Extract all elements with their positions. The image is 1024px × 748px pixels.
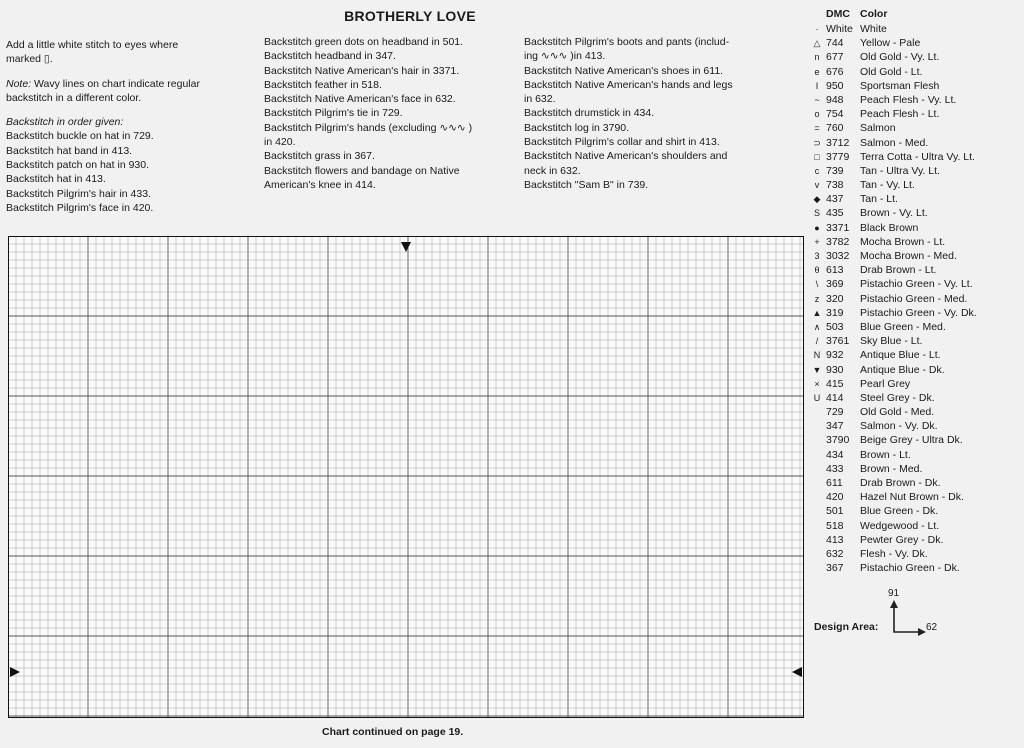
legend-symbol: I xyxy=(815,80,819,91)
legend-color-name: Pistachio Green - Dk. xyxy=(860,562,960,575)
legend-dmc-number: 739 xyxy=(826,164,844,177)
chart-grid xyxy=(8,236,804,718)
design-area xyxy=(814,588,1014,648)
instruction-item: in 632. xyxy=(524,93,556,106)
legend-symbol: θ xyxy=(814,265,820,276)
instruction-item: Backstitch Pilgrim's face in 420. xyxy=(6,201,154,214)
legend-dmc-number: 369 xyxy=(826,278,844,291)
legend-color-name: White xyxy=(860,23,887,35)
legend-symbol: ● xyxy=(814,222,820,233)
legend-symbol: + xyxy=(814,236,820,247)
legend-color-name: Steel Grey - Dk. xyxy=(860,391,935,404)
legend-color-name: Brown - Med. xyxy=(860,462,923,475)
legend-symbol: o xyxy=(814,109,820,120)
legend-symbol: v xyxy=(814,180,820,191)
note-line: backstitch in a different color. xyxy=(6,91,142,104)
legend-row xyxy=(808,348,1024,362)
note-label: Note: xyxy=(6,77,32,90)
legend-symbol: ⊃ xyxy=(813,137,821,148)
legend-dmc-number: 503 xyxy=(826,320,844,333)
instruction-item: Backstitch Pilgrim's boots and pants (includ- xyxy=(524,36,730,48)
legend-dmc-number: 738 xyxy=(826,179,844,192)
legend-row xyxy=(808,391,1024,405)
legend-row xyxy=(808,462,1024,476)
legend-row xyxy=(808,36,1024,50)
legend-symbol: е xyxy=(814,66,820,77)
instruction-item: neck in 632. xyxy=(524,164,581,177)
legend-symbol: × xyxy=(814,378,820,389)
legend-rows xyxy=(808,22,1024,575)
legend-symbol: ◆ xyxy=(813,194,821,205)
legend-color-name: Drab Brown - Dk. xyxy=(860,477,941,489)
legend-row xyxy=(808,377,1024,391)
instruction-item: American's knee in 414. xyxy=(264,178,376,191)
legend-color-name: Pearl Grey xyxy=(860,377,911,390)
legend-color-name: Antique Blue - Lt. xyxy=(860,349,941,362)
legend-color-name: Flesh - Vy. Dk. xyxy=(860,547,928,560)
legend-symbol xyxy=(808,476,826,490)
legend-dmc-number: 3779 xyxy=(826,150,850,163)
legend-color-name: Salmon - Vy. Dk. xyxy=(860,420,938,433)
legend-symbol xyxy=(808,462,826,476)
instruction-item: Backstitch log in 3790. xyxy=(524,121,630,134)
legend-dmc-number: 347 xyxy=(826,420,844,433)
legend-dmc-number: 3761 xyxy=(826,335,850,348)
legend-color-name: Brown - Vy. Lt. xyxy=(860,207,928,220)
legend-row xyxy=(808,405,1024,419)
legend-color-name: Brown - Lt. xyxy=(860,448,911,461)
legend-symbol: □ xyxy=(814,151,820,162)
legend-dmc-number: 415 xyxy=(826,377,844,390)
instruction-item: Backstitch Native American's hair in 3371. xyxy=(264,64,460,77)
color-legend xyxy=(808,8,1024,575)
legend-color-name: Pistachio Green - Vy. Lt. xyxy=(860,278,973,291)
legend-row xyxy=(808,561,1024,575)
legend-dmc-number: 3032 xyxy=(826,250,850,262)
legend-color-name: Peach Flesh - Vy. Lt. xyxy=(860,93,957,106)
legend-dmc-number: 518 xyxy=(826,519,844,532)
instructions-column-2 xyxy=(264,35,514,192)
legend-symbol: = xyxy=(814,123,820,134)
legend-color-name: Salmon xyxy=(860,122,896,135)
legend-header-dmc: DMC xyxy=(826,8,850,20)
legend-symbol: / xyxy=(815,336,819,347)
legend-symbol xyxy=(808,419,826,433)
legend-symbol: · xyxy=(815,24,819,34)
instruction-item: Backstitch flowers and bandage on Native xyxy=(264,164,460,177)
instruction-item: ing ∿∿∿ )in 413. xyxy=(524,50,606,63)
instruction-item: Backstitch feather in 518. xyxy=(264,78,382,91)
legend-color-name: Old Gold - Vy. Lt. xyxy=(860,51,940,64)
legend-dmc-number: 437 xyxy=(826,193,844,206)
legend-color-name: Tan - Ultra Vy. Lt. xyxy=(860,164,940,177)
legend-symbol xyxy=(808,533,826,547)
instruction-item: Backstitch Native American's shoes in 611. xyxy=(524,64,724,77)
legend-symbol: z xyxy=(814,293,820,304)
instruction-item: Backstitch drumstick in 434. xyxy=(524,107,655,120)
continued-note: Chart continued on page 19. xyxy=(322,726,464,738)
legend-dmc-number: White xyxy=(826,23,853,35)
legend-color-name: Drab Brown - Lt. xyxy=(860,264,937,277)
legend-row xyxy=(808,292,1024,306)
legend-symbol: ▼ xyxy=(812,364,822,375)
legend-dmc-number: 744 xyxy=(826,37,844,50)
design-area-width: 62 xyxy=(926,622,938,633)
legend-row xyxy=(808,334,1024,348)
legend-header xyxy=(808,8,1024,22)
legend-row xyxy=(808,306,1024,320)
legend-row xyxy=(808,79,1024,93)
legend-dmc-number: 420 xyxy=(826,491,844,504)
legend-symbol: ∧ xyxy=(813,321,821,332)
intro-line: Add a little white stitch to eyes where xyxy=(6,39,179,51)
legend-row xyxy=(808,65,1024,79)
instruction-item: Backstitch buckle on hat in 729. xyxy=(6,130,154,143)
legend-symbol xyxy=(808,448,826,462)
legend-row xyxy=(808,235,1024,249)
legend-symbol: S xyxy=(813,208,820,219)
legend-symbol xyxy=(808,433,826,447)
legend-color-name: Sky Blue - Lt. xyxy=(860,335,923,348)
legend-row xyxy=(808,136,1024,150)
design-area-label: Design Area: xyxy=(814,621,879,633)
legend-color-name: Blue Green - Med. xyxy=(860,320,946,333)
legend-dmc-number: 611 xyxy=(826,477,843,489)
legend-row xyxy=(808,206,1024,220)
legend-color-name: Sportsman Flesh xyxy=(860,79,940,92)
legend-row xyxy=(808,533,1024,547)
instruction-item: Backstitch Pilgrim's hands (excluding ∿∿∿ ) xyxy=(264,121,473,134)
legend-row xyxy=(808,93,1024,107)
legend-row xyxy=(808,192,1024,206)
legend-row xyxy=(808,519,1024,533)
legend-dmc-number: 3790 xyxy=(826,434,850,447)
legend-color-name: Blue Green - Dk. xyxy=(860,505,939,518)
legend-row xyxy=(808,178,1024,192)
legend-symbol xyxy=(808,504,826,518)
legend-row xyxy=(808,277,1024,291)
legend-dmc-number: 414 xyxy=(826,391,844,404)
legend-row xyxy=(808,107,1024,121)
legend-dmc-number: 3712 xyxy=(826,136,850,149)
legend-row xyxy=(808,448,1024,462)
legend-symbol xyxy=(808,405,826,419)
legend-symbol: ~ xyxy=(814,94,820,105)
legend-symbol: N xyxy=(813,350,821,361)
legend-color-name: Pewter Grey - Dk. xyxy=(860,533,944,546)
legend-dmc-number: 948 xyxy=(826,93,844,106)
page-title: BROTHERLY LOVE xyxy=(344,8,476,24)
legend-color-name: Black Brown xyxy=(860,221,919,234)
instruction-item: Backstitch green dots on headband in 501. xyxy=(264,36,464,48)
legend-symbol xyxy=(808,519,826,533)
legend-dmc-number: 729 xyxy=(826,406,844,419)
legend-symbol xyxy=(808,561,826,575)
instruction-item: Backstitch "Sam B" in 739. xyxy=(524,178,649,191)
legend-color-name: Yellow - Pale xyxy=(860,37,921,50)
legend-dmc-number: 3371 xyxy=(826,221,850,234)
instruction-item: Backstitch patch on hat in 930. xyxy=(6,159,150,172)
legend-dmc-number: 932 xyxy=(826,349,844,362)
legend-color-name: Terra Cotta - Ultra Vy. Lt. xyxy=(860,150,975,163)
design-area-arrow-icon xyxy=(814,588,1014,648)
legend-dmc-number: 613 xyxy=(826,264,844,277)
legend-dmc-number: 930 xyxy=(826,363,844,376)
legend-symbol: c xyxy=(814,165,820,176)
legend-symbol: △ xyxy=(813,38,821,49)
legend-color-name: Tan - Lt. xyxy=(860,193,898,206)
instruction-item: Backstitch Native American's face in 632. xyxy=(264,93,456,106)
instructions-column-3 xyxy=(524,35,774,192)
legend-dmc-number: 434 xyxy=(826,448,844,461)
legend-dmc-number: 754 xyxy=(826,108,844,121)
legend-row xyxy=(808,249,1024,263)
legend-color-name: Wedgewood - Lt. xyxy=(860,519,940,532)
legend-row xyxy=(808,433,1024,447)
legend-color-name: Mocha Brown - Med. xyxy=(860,250,957,262)
legend-dmc-number: 320 xyxy=(826,292,844,305)
legend-dmc-number: 433 xyxy=(826,462,844,475)
cross-stitch-chart xyxy=(8,236,804,718)
instruction-item: Backstitch Pilgrim's hair in 433. xyxy=(6,187,151,200)
legend-row xyxy=(808,504,1024,518)
legend-dmc-number: 632 xyxy=(826,547,844,560)
legend-dmc-number: 3782 xyxy=(826,235,850,248)
instruction-item: Backstitch Native American's shoulders and xyxy=(524,150,728,163)
legend-dmc-number: 501 xyxy=(826,505,844,518)
legend-symbol: U xyxy=(813,392,821,403)
legend-row xyxy=(808,363,1024,377)
instruction-item: in 420. xyxy=(264,136,296,149)
note-line xyxy=(6,77,251,91)
legend-color-name: Old Gold - Med. xyxy=(860,406,935,419)
legend-color-name: Tan - Vy. Lt. xyxy=(860,179,915,192)
legend-symbol xyxy=(808,547,826,561)
legend-row xyxy=(808,490,1024,504)
instruction-item: Backstitch headband in 347. xyxy=(264,50,396,63)
instruction-item: Backstitch hat band in 413. xyxy=(6,144,133,157)
legend-row xyxy=(808,150,1024,164)
legend-row xyxy=(808,221,1024,235)
legend-color-name: Pistachio Green - Med. xyxy=(860,292,968,305)
note-text: Wavy lines on chart indicate regular xyxy=(34,77,200,90)
instruction-item: Backstitch Native American's hands and legs xyxy=(524,78,733,91)
legend-symbol: ▲ xyxy=(812,307,822,318)
legend-dmc-number: 950 xyxy=(826,79,844,92)
design-area-height: 91 xyxy=(888,588,900,599)
legend-dmc-number: 367 xyxy=(826,562,844,575)
legend-row xyxy=(808,50,1024,64)
legend-color-name: Old Gold - Lt. xyxy=(860,65,923,78)
legend-row xyxy=(808,22,1024,36)
legend-dmc-number: 435 xyxy=(826,207,844,220)
legend-symbol xyxy=(808,490,826,504)
legend-dmc-number: 760 xyxy=(826,122,844,135)
legend-row xyxy=(808,320,1024,334)
legend-color-name: Pistachio Green - Vy. Dk. xyxy=(860,306,977,319)
legend-symbol: \ xyxy=(815,279,819,290)
legend-header-color: Color xyxy=(860,8,888,20)
legend-dmc-number: 677 xyxy=(826,51,844,64)
legend-row xyxy=(808,164,1024,178)
legend-symbol: 3 xyxy=(814,251,820,261)
legend-dmc-number: 319 xyxy=(826,306,844,319)
legend-row xyxy=(808,263,1024,277)
legend-color-name: Hazel Nut Brown - Dk. xyxy=(860,491,964,504)
legend-row xyxy=(808,419,1024,433)
legend-row xyxy=(808,121,1024,135)
instruction-item: Backstitch grass in 367. xyxy=(264,150,375,163)
legend-color-name: Antique Blue - Dk. xyxy=(860,363,945,376)
legend-dmc-number: 676 xyxy=(826,65,844,78)
legend-color-name: Beige Grey - Ultra Dk. xyxy=(860,434,963,447)
legend-row xyxy=(808,547,1024,561)
legend-color-name: Mocha Brown - Lt. xyxy=(860,235,946,248)
instruction-item: Backstitch Pilgrim's tie in 729. xyxy=(264,107,403,120)
instruction-item: Backstitch Pilgrim's collar and shirt in 413. xyxy=(524,136,720,149)
legend-color-name: Peach Flesh - Lt. xyxy=(860,108,940,121)
legend-row xyxy=(808,476,1024,490)
legend-color-name: Salmon - Med. xyxy=(860,136,929,149)
intro-line: marked ▯. xyxy=(6,53,53,66)
order-heading: Backstitch in order given: xyxy=(6,116,124,129)
legend-symbol: n xyxy=(814,52,820,63)
instructions-column-1 xyxy=(6,38,251,215)
instruction-item: Backstitch hat in 413. xyxy=(6,173,106,186)
legend-dmc-number: 413 xyxy=(826,533,844,546)
